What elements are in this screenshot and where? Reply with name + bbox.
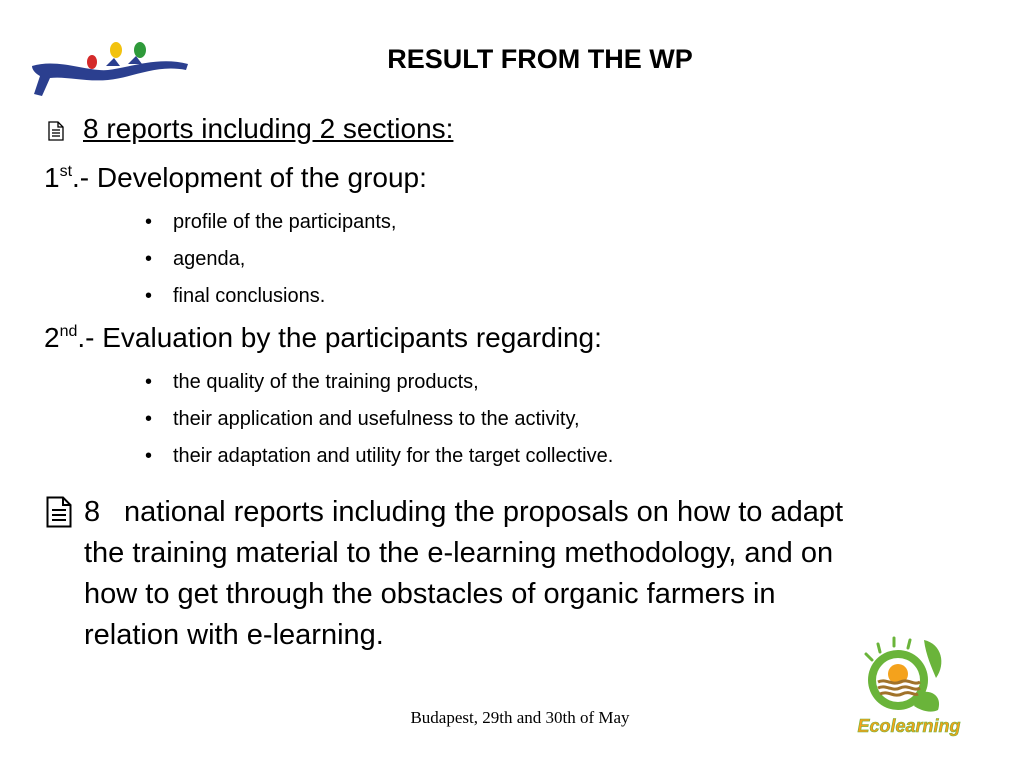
section-2-heading	[44, 322, 602, 354]
list-item-text: their adaptation and utility for the target collective.	[173, 445, 614, 467]
logo-swoosh	[32, 61, 188, 96]
section-2-number: 2	[44, 322, 60, 353]
logo-dot-yellow	[110, 42, 122, 58]
point-1-text: 8 reports including 2 sections:	[83, 113, 454, 144]
bullet: •	[145, 371, 153, 393]
point-2-paragraph	[84, 492, 984, 656]
bullet: •	[145, 445, 153, 467]
ecolearning-wordmark: Ecolearning	[857, 716, 961, 736]
point-2-line-4: relation with e-learning.	[84, 619, 384, 651]
footer-text: Budapest, 29th and 30th of May	[410, 708, 630, 727]
point-2-line-2: the training material to the e-learning methodology, and on	[84, 537, 834, 569]
logo-dot-green	[134, 42, 146, 58]
section-2-text: .- Evaluation by the participants regarding:	[77, 322, 602, 353]
program-logo	[28, 36, 190, 100]
slide-title-container	[250, 44, 830, 75]
list-item	[145, 407, 613, 444]
section-1-ordinal: st	[59, 163, 73, 180]
document-icon	[48, 121, 64, 141]
point-2-line-3: how to get through the obstacles of organic farmers in	[84, 578, 776, 610]
section-1-heading	[44, 162, 427, 194]
point-2-number: 8	[84, 496, 101, 528]
list-item-text: their application and usefulness to the activity,	[173, 408, 580, 430]
document-icon	[46, 496, 72, 528]
section-2-list	[145, 370, 613, 481]
list-item-text: final conclusions.	[173, 285, 326, 307]
section-2-ordinal: nd	[59, 323, 78, 340]
point-2-line-1-text: national reports including the proposals on how to adapt	[124, 496, 844, 528]
bullet: •	[145, 211, 153, 233]
list-item-text: agenda,	[173, 248, 246, 270]
logo-dot-red	[87, 55, 97, 69]
bullet: •	[145, 408, 153, 430]
list-item	[145, 444, 613, 481]
list-item-text: the quality of the training products,	[173, 371, 479, 393]
list-item	[145, 370, 613, 407]
point-2-line-1	[84, 492, 984, 533]
section-1-number: 1	[44, 162, 60, 193]
slide-title: RESULT FROM THE WP	[387, 44, 693, 74]
bullet: •	[145, 248, 153, 270]
section-1-list	[145, 210, 396, 321]
list-item	[145, 210, 396, 247]
ecolearning-logo	[838, 634, 980, 740]
section-1-text: .- Development of the group:	[72, 162, 427, 193]
list-item-text: profile of the participants,	[173, 211, 397, 233]
bullet: •	[145, 285, 153, 307]
list-item	[145, 247, 396, 284]
list-item	[145, 284, 396, 321]
